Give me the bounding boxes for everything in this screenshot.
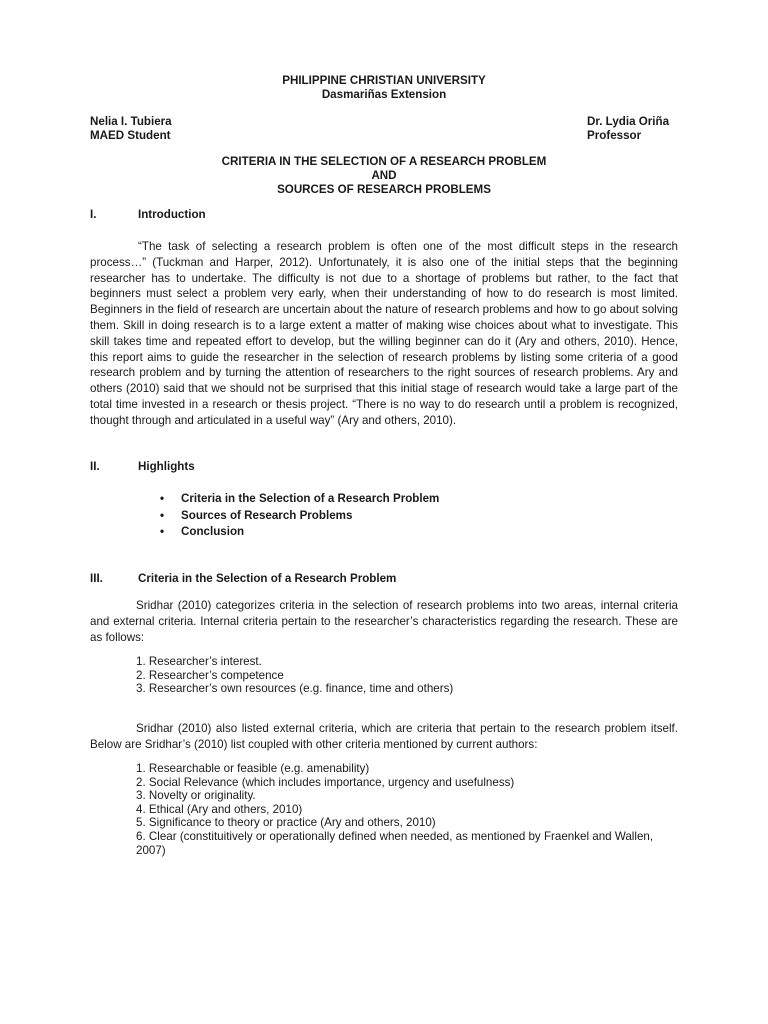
section-1-heading [90,208,206,221]
list-item: • Conclusion [160,524,439,541]
professor-name: Dr. Lydia Oriña [587,115,670,128]
list-item: 6. Clear (constituitively or operationally defined when needed, as mentioned by Fraenkel and Wallen, 2007) [136,829,654,857]
university-name: PHILIPPINE CHRISTIAN UNIVERSITY [282,74,486,87]
list-item: • Sources of Research Problems [160,508,439,525]
campus-name: Dasmariñas Extension [321,88,447,101]
criteria-intro-paragraph: Sridhar (2010) categorizes criteria in the selection of research problems into two areas, internal criteria and external criteria. Internal criteria pertain to the researcher’s characteristics regarding the research. These are as follows: [90,599,678,644]
professor-role: Professor [587,129,642,142]
external-criteria-paragraph: Sridhar (2010) also listed external criteria, which are criteria that pertain to the research problem itself. Below are Sridhar’s (2010) list coupled with other criteria mentioned by current authors: [90,722,678,751]
section-1-number: I. [90,208,97,221]
list-item: 3. Researcher’s own resources (e.g. finance, time and others) [136,682,454,696]
internal-criteria-list [136,655,684,696]
list-item: 2. Researcher’s competence [136,668,284,682]
introduction-paragraph: “The task of selecting a research problem is often one of the most difficult steps in the research process…” (Tuckman and Harper, 2012). Unfortunately, it is also one of the initial steps that the beginning researcher has to undertake. The difficulty is not due to a shortage of problems but rather, to the fact that beginners must select a problem very early, when their understanding of how to do research is most limited. Beginners in the field of research are uncertain about the nature of research problems and how to go about solving them. Skill in doing research is to a large extent a matter of making wise choices about what to investigate. This skill takes time and repeated effort to develop, but the willing beginner can do it (Ary and others, 2010). Hence, this report aims to guide the researcher in the selection of research problems by listing some criteria of a good research problem and by turning the attention of researchers to the right sources of research problems. Ary and others (2010) said that we should not be surprised that this initial stage of research would take a large part of the total time invested in a research or thesis project. “There is no way to do research until a problem is recognized, thought through and articulated in a useful way” (Ary and others, 2010). [90,240,678,427]
list-item: 4. Ethical (Ary and others, 2010) [136,802,303,816]
list-item: 5. Significance to theory or practice (Ary and others, 2010) [136,816,436,830]
professor-block [587,115,669,143]
section-2-title: Highlights [138,460,195,473]
list-item: 3. Novelty or originality. [136,789,256,803]
title-line-1: CRITERIA IN THE SELECTION OF A RESEARCH PROBLEM [221,155,547,168]
section-2-heading [90,460,195,473]
list-item: 2. Social Relevance (which includes importance, urgency and usefulness) [136,775,515,789]
section-3-number: III. [90,572,103,585]
list-item: • Criteria in the Selection of a Research Problem [160,491,439,508]
title-line-3: SOURCES OF RESEARCH PROBLEMS [277,183,491,196]
author-name: Nelia I. Tubiera [90,115,172,128]
title-line-2: AND [371,169,397,182]
section-3-title: Criteria in the Selection of a Research Problem [138,572,397,585]
list-item: 1. Researcher’s interest. [136,655,262,668]
external-criteria-list [136,762,684,857]
author-role: MAED Student [90,129,171,142]
list-item: 1. Researchable or feasible (e.g. amenability) [136,762,370,775]
author-block [90,115,172,143]
section-1-title: Introduction [138,208,206,221]
section-3-heading [90,572,396,585]
highlights-list [160,491,439,541]
section-2-number: II. [90,460,100,473]
